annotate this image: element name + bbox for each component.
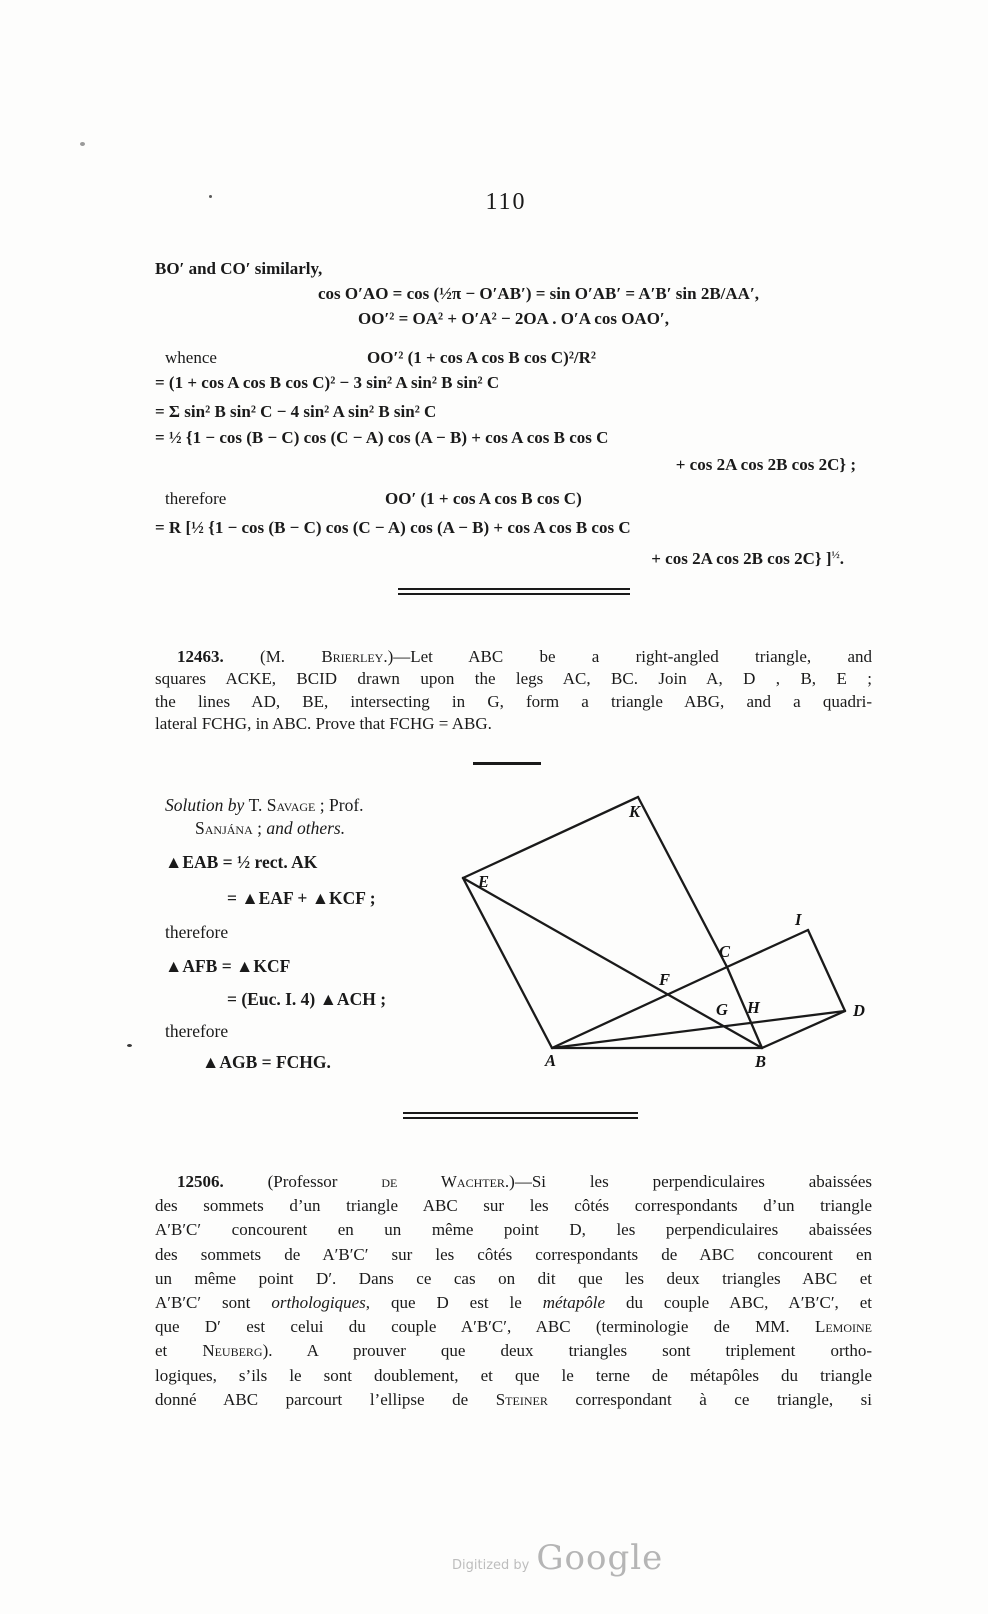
problem-text: .)—Let ABC be a right-angled triangle, and <box>383 647 872 666</box>
divider-double-rule <box>398 588 630 595</box>
problem-text: et <box>155 1341 203 1361</box>
problem-12463-line1 <box>155 646 872 668</box>
solver-name-1: T. Savage <box>248 795 316 815</box>
problem-12463-line3: the lines AD, BE, intersecting in G, form a triangle ABG, and a quadri- <box>155 691 872 711</box>
derivation-block <box>155 256 872 576</box>
solution-therefore-1: therefore <box>165 922 229 942</box>
solution-byline-1 <box>165 795 364 816</box>
figure-line-CK <box>638 797 727 967</box>
problem-12506-line7 <box>155 1315 872 1339</box>
solution-eq1: ▲EAB = ½ rect. AK <box>165 852 318 872</box>
figure-line-KE <box>463 797 638 878</box>
page-number: 110 <box>485 189 527 215</box>
figure-label-C: C <box>719 942 731 961</box>
figure-svg <box>437 772 897 1077</box>
final-exponent: ½ <box>831 549 840 561</box>
derivation-intro: BO′ and CO′ similarly, <box>155 259 323 278</box>
problem-text: (Professor <box>223 1172 382 1191</box>
term-metapole: métapôle <box>542 1293 606 1313</box>
problem-12506-line2: des sommets d’un triangle ABC sur les côtés correspondants d’un triangle <box>155 1196 872 1216</box>
term-orthologiques: orthologiques <box>271 1293 366 1313</box>
derivation-whence-row <box>155 348 872 368</box>
derivation-eq-cos2: + cos 2A cos 2B cos 2C} ; <box>675 455 856 474</box>
digitized-by-label: Digitized by <box>452 1558 530 1573</box>
problem-text: , que D est le <box>365 1293 543 1313</box>
therefore-label: therefore <box>165 489 227 508</box>
problem-number: 12506. <box>177 1172 224 1191</box>
figure-line-ID <box>808 930 845 1011</box>
scan-speck <box>80 142 85 146</box>
problem-12506-line10 <box>155 1388 872 1412</box>
problem-12506-line6 <box>155 1291 872 1315</box>
name-lemoine: Lemoine <box>814 1317 872 1337</box>
derivation-eq-half: = ½ {1 − cos (B − C) cos (C − A) cos (A − B) + cos A cos B cos C <box>155 428 609 447</box>
final-line-body: + cos 2A cos 2B cos 2C} ] <box>651 549 832 568</box>
problem-number: 12463. <box>177 647 224 666</box>
proposer-name: de Wachter <box>381 1172 505 1191</box>
problem-12506-line8 <box>155 1339 872 1363</box>
name-steiner: Steiner <box>495 1389 548 1409</box>
name-neuberg: Neuberg <box>202 1341 263 1361</box>
google-logo: Google <box>536 1538 664 1578</box>
geometry-figure <box>437 772 897 1077</box>
problem-text: correspondant à ce triangle, si <box>547 1389 872 1409</box>
problem-text: .)—Si les perpendiculaires abaissées <box>504 1172 872 1191</box>
solution-eq2: = ▲EAF + ▲KCF ; <box>227 888 376 908</box>
solution-eq3: ▲AFB = ▲KCF <box>165 956 291 976</box>
solution-byline-2 <box>195 818 345 839</box>
solution-text: ; Prof. <box>315 795 364 815</box>
solution-text: ; <box>252 818 267 838</box>
therefore-formula: OO′ (1 + cos A cos B cos C) <box>385 489 582 508</box>
problem-12506-line3: A′B′C′ concourent en un même point D, les perpendiculaires abaissées <box>155 1220 872 1240</box>
solution-therefore-2: therefore <box>165 1021 229 1041</box>
derivation-eq-sigma: = Σ sin² B sin² C − 4 sin² A sin² B sin² C <box>155 402 437 421</box>
figure-label-H: H <box>747 998 760 1017</box>
solver-name-2: Sanjána <box>195 818 253 838</box>
problem-12506-line1 <box>155 1170 872 1194</box>
derivation-eq-r: = R [½ {1 − cos (B − C) cos (C − A) cos (A − B) + cos A cos B cos C <box>155 518 631 537</box>
problem-text: que D′ est celui du couple A′B′C′, ABC (terminologie de MM. <box>155 1317 815 1337</box>
figure-label-D: D <box>853 1001 865 1020</box>
problem-text: du couple ABC, A′B′C′, et <box>605 1293 872 1313</box>
whence-formula: OO′² (1 + cos A cos B cos C)²/R² <box>367 348 597 367</box>
derivation-eq-expand: = (1 + cos A cos B cos C)² − 3 sin² A sin² B sin² C <box>155 373 500 392</box>
problem-text: A′B′C′ sont <box>155 1293 272 1313</box>
derivation-eq-oo2: OO′² = OA² + O′A² − 2OA . O′A cos OAO′, <box>358 309 669 328</box>
figure-line-CI <box>727 930 808 967</box>
solution-others: and others. <box>266 818 346 838</box>
solution-eq5: ▲AGB = FCHG. <box>202 1052 331 1072</box>
solution-eq4: = (Euc. I. 4) ▲ACH ; <box>227 989 387 1009</box>
proposer-name: Brierley <box>321 647 384 666</box>
divider-double-rule-2 <box>403 1112 638 1119</box>
figure-label-F: F <box>659 970 671 989</box>
figure-label-I: I <box>795 910 802 929</box>
problem-12506-line5: un même point D′. Dans ce cas on dit que les deux triangles ABC et <box>155 1268 872 1288</box>
problem-12506 <box>155 1170 872 1412</box>
derivation-eq-final <box>155 545 872 569</box>
derivation-therefore-row <box>155 489 872 509</box>
problem-12463-line4: lateral FCHG, in ABC. Prove that FCHG = ABG. <box>155 714 492 734</box>
problem-12506-line9: logiques, s’ils le sont doublement, et que le terne de métapôles du triangle <box>155 1365 872 1385</box>
figure-label-K: K <box>629 802 641 821</box>
problem-text: donné ABC parcourt l’ellipse de <box>155 1389 496 1409</box>
problem-text: ). A prouver que deux triangles sont triplement ortho- <box>262 1341 872 1361</box>
whence-label: whence <box>165 348 217 367</box>
figure-label-B: B <box>755 1052 767 1071</box>
figure-label-E: E <box>478 872 490 891</box>
divider-single-rule <box>473 762 541 765</box>
figure-label-A: A <box>545 1051 557 1070</box>
problem-12506-line4: des sommets de A′B′C′ sur les côtés correspondants de ABC concourent en <box>155 1244 872 1264</box>
problem-12463 <box>155 646 872 736</box>
scan-speck <box>127 1044 132 1047</box>
final-period: . <box>839 549 844 568</box>
google-watermark <box>452 1538 663 1578</box>
figure-label-G: G <box>716 1000 728 1019</box>
problem-text: (M. <box>223 647 322 666</box>
problem-12463-line2: squares ACKE, BCID drawn upon the legs AC, BC. Join A, D , B, E ; <box>155 669 872 689</box>
solution-by: Solution by <box>165 795 249 815</box>
derivation-eq-cos: cos O′AO = cos (½π − O′AB′) = sin O′AB′ = A′B′ sin 2B/AA′, <box>318 284 759 303</box>
